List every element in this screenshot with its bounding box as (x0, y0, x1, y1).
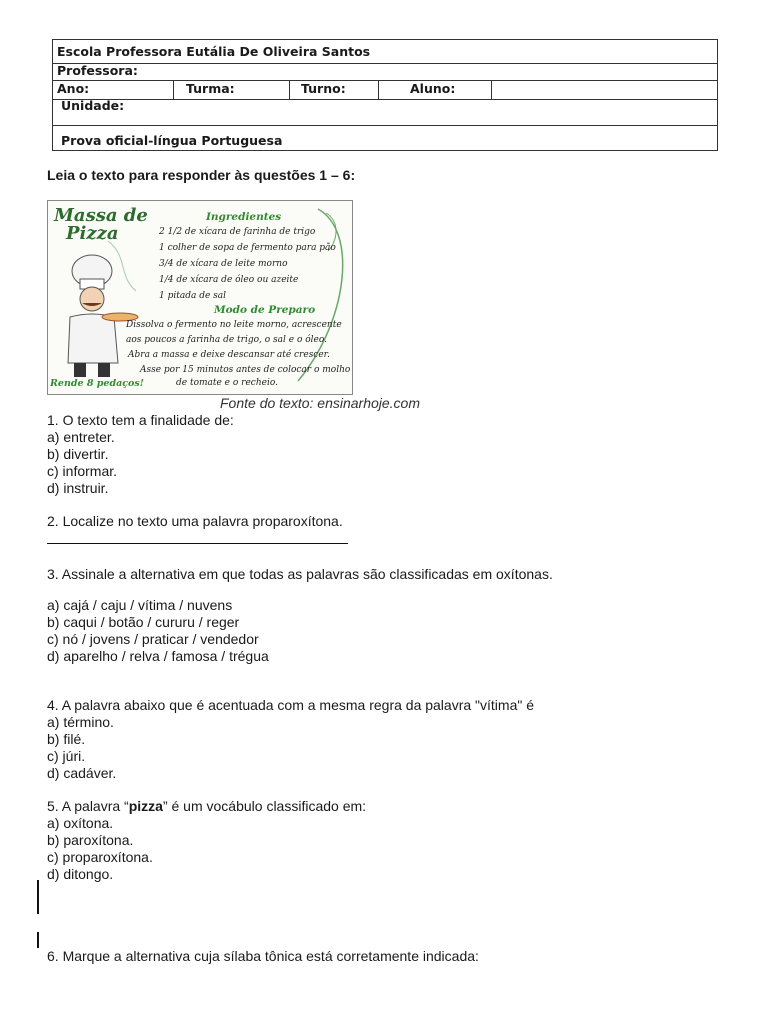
question-5-option: d) ditongo. (47, 866, 114, 882)
question-5-prompt (47, 798, 366, 815)
question-1-prompt: 1. O texto tem a finalidade de: (47, 412, 234, 428)
question-4-option: c) júri. (47, 748, 86, 764)
question-4-option: d) cadáver. (47, 765, 117, 781)
question-5-option: b) paroxítona. (47, 832, 134, 848)
teacher-label: Professora: (57, 63, 138, 78)
recipe-yield: Rende 8 pedaços! (50, 378, 144, 389)
question-5-option: a) oxítona. (47, 815, 114, 831)
question-3-option: a) cajá / caju / vítima / nuvens (47, 597, 233, 613)
question-3-prompt: 3. Assinale a alternativa em que todas as palavras são classificadas em oxítonas. (47, 566, 553, 582)
ingredient-item: 3/4 de xícara de leite morno (159, 259, 288, 269)
question-5-keyword: pizza (128, 798, 163, 814)
margin-mark (37, 932, 39, 948)
header-divider (173, 81, 174, 99)
shift-label: Turno: (301, 81, 346, 96)
method-line: aos poucos a farinha de trigo, o sal e o óleo. (126, 335, 327, 345)
school-name: Escola Professora Eutália De Oliveira Santos (57, 44, 371, 59)
method-line: Abra a massa e deixe descansar até crescer. (128, 350, 330, 360)
student-label: Aluno: (410, 81, 456, 96)
question-1-option: b) divertir. (47, 446, 109, 462)
exam-title: Prova oficial-língua Portuguesa (61, 133, 283, 148)
question-1-option: d) instruir. (47, 480, 109, 496)
question-4-option: b) filé. (47, 731, 86, 747)
margin-mark (37, 880, 39, 914)
question-2-prompt: 2. Localize no texto uma palavra proparoxítona. (47, 513, 343, 529)
header-row-info (53, 80, 717, 100)
ingredient-item: 2 1/2 de xícara de farinha de trigo (159, 227, 316, 237)
header-row-school (53, 40, 717, 64)
question-5-prompt-end: ” é um vocábulo classificado em: (162, 798, 367, 814)
question-4-option: a) término. (47, 714, 114, 730)
year-label: Ano: (57, 81, 90, 96)
method-heading: Modo de Preparo (214, 304, 316, 316)
question-5-prompt-start: 5. A palavra “ (47, 798, 129, 814)
method-line: de tomate e o recheio. (176, 378, 278, 388)
class-label: Turma: (186, 81, 235, 96)
reading-instruction: Leia o texto para responder às questões 1 – 6: (47, 167, 356, 183)
chef-icon (52, 243, 142, 383)
header-divider (378, 81, 379, 99)
answer-line[interactable] (47, 543, 348, 544)
header-row-exam (53, 125, 717, 150)
recipe-title: Pizza (66, 223, 119, 244)
recipe-image (47, 200, 353, 395)
question-4-prompt: 4. A palavra abaixo que é acentuada com a mesma regra da palavra "vítima" é (47, 697, 534, 713)
unit-label: Unidade: (61, 98, 125, 113)
ingredient-item: 1/4 de xícara de óleo ou azeite (159, 275, 299, 285)
method-line: Asse por 15 minutos antes de colocar o molho (140, 365, 351, 375)
question-3-option: c) nó / jovens / praticar / vendedor (47, 631, 259, 647)
question-3-option: b) caqui / botão / cururu / reger (47, 614, 240, 630)
header-row-unit (53, 99, 717, 126)
method-line: Dissolva o fermento no leite morno, acrescente (126, 320, 342, 330)
header-divider (491, 81, 492, 99)
question-3-option: d) aparelho / relva / famosa / trégua (47, 648, 269, 664)
recipe-title: Massa de (54, 205, 148, 226)
ingredients-heading: Ingredientes (206, 211, 282, 223)
question-1-option: a) entreter. (47, 429, 115, 445)
question-6-prompt: 6. Marque a alternativa cuja sílaba tônica está corretamente indicada: (47, 948, 479, 964)
question-1-option: c) informar. (47, 463, 118, 479)
ingredient-item: 1 colher de sopa de fermento para pão (159, 243, 336, 253)
header-row-teacher (53, 63, 717, 81)
ingredient-item: 1 pitada de sal (159, 291, 227, 301)
header-table (52, 39, 718, 151)
question-5-option: c) proparoxítona. (47, 849, 153, 865)
source-caption: Fonte do texto: ensinarhoje.com (220, 395, 421, 411)
header-divider (289, 81, 290, 99)
